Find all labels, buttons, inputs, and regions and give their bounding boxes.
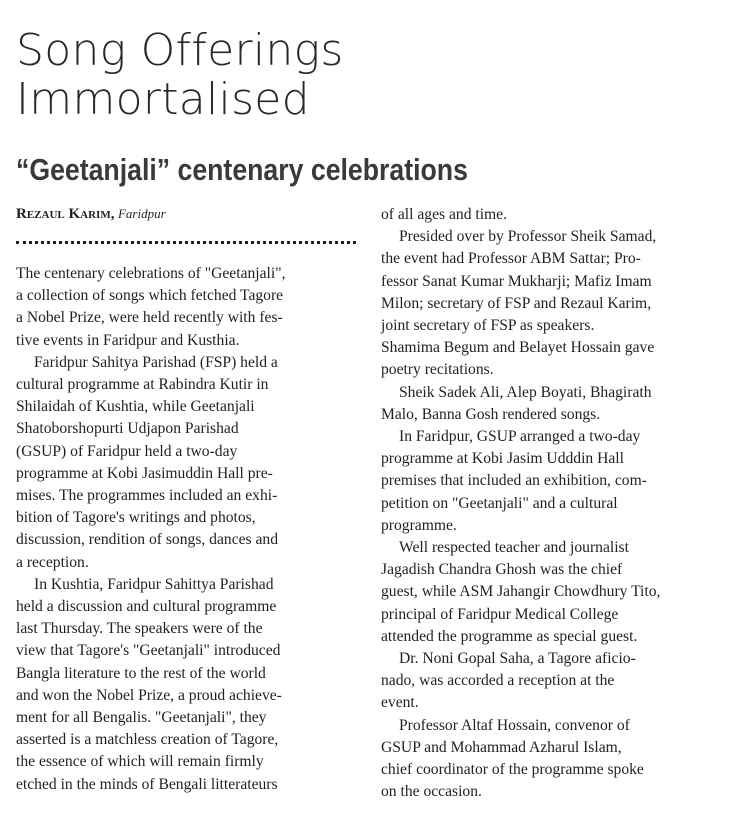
text-line: fessor Sanat Kumar Mukharji; Mafiz Imam [381, 272, 652, 290]
text-line: attended the programme as special guest. [381, 627, 638, 645]
text-line: Faridpur Sahitya Parishad (FSP) held a [34, 353, 278, 371]
text-line: Dr. Noni Gopal Saha, a Tagore aficio- [399, 650, 636, 668]
article-paragraph [381, 204, 723, 226]
text-line: Shatoborshopurti Udjapon Parishad [16, 420, 239, 438]
article-paragraph [16, 352, 355, 574]
article-paragraph [16, 574, 355, 796]
text-line: the event had Professor ABM Sattar; Pro- [381, 250, 641, 268]
byline [16, 206, 166, 223]
text-line: Sheik Sadek Ali, Alep Boyati, Bhagirath [399, 383, 652, 401]
headline-line-2: Immortalised [16, 74, 310, 125]
text-line: premises that included an exhibition, com- [381, 472, 647, 490]
article-paragraph [381, 382, 723, 426]
text-line: event. [381, 694, 419, 712]
headline [16, 26, 576, 124]
text-line: Jagadish Chandra Ghosh was the chief [381, 561, 623, 579]
byline-location: Faridpur [117, 206, 166, 221]
article-column-right [381, 204, 723, 803]
text-line: Malo, Banna Gosh rendered songs. [381, 405, 601, 423]
text-line: the essence of which will remain firmly [16, 753, 264, 771]
text-line: joint secretary of FSP as speakers. [381, 317, 595, 335]
dotted-divider [16, 241, 356, 244]
text-line: Presided over by Professor Sheik Samad, [399, 228, 657, 246]
text-line: last Thursday. The speakers were of the [16, 620, 263, 638]
article-paragraph [381, 537, 723, 648]
text-line: nado, was accorded a reception at the [381, 672, 615, 690]
text-line: a reception. [16, 553, 89, 571]
article-paragraph [381, 715, 723, 804]
byline-author: Rezaul Karim, [16, 206, 115, 222]
text-line: Bangla literature to the rest of the world [16, 664, 266, 682]
text-line: poetry recitations. [381, 361, 494, 379]
text-line: and won the Nobel Prize, a proud achieve- [16, 686, 282, 704]
article-paragraph [16, 263, 355, 352]
text-line: cultural programme at Rabindra Kutir in [16, 376, 269, 394]
article-paragraph [381, 426, 723, 537]
text-line: guest, while ASM Jahangir Chowdhury Tito, [381, 583, 661, 601]
text-line: programme at Kobi Jasimuddin Hall pre- [16, 464, 273, 482]
text-line: programme. [381, 516, 457, 534]
text-line: view that Tagore's "Geetanjali" introduced [16, 642, 281, 660]
article-paragraph [381, 648, 723, 715]
text-line: a collection of songs which fetched Tagore [16, 287, 284, 305]
text-line: Shilaidah of Kushtia, while Geetanjali [16, 398, 255, 416]
text-line: asserted is a matchless creation of Tagore, [16, 731, 279, 749]
text-line: In Faridpur, GSUP arranged a two-day [399, 428, 641, 446]
text-line: chief coordinator of the programme spoke [381, 761, 644, 779]
text-line: Milon; secretary of FSP and Rezaul Karim, [381, 294, 652, 312]
text-line: tive events in Faridpur and Kusthia. [16, 331, 240, 349]
text-line: (GSUP) of Faridpur held a two-day [16, 442, 238, 460]
text-line: Shamima Begum and Belayet Hossain gave [381, 339, 655, 357]
text-line: petition on "Geetanjali" and a cultural [381, 494, 618, 512]
text-line: In Kushtia, Faridpur Sahittya Parishad [34, 575, 274, 593]
text-line: The centenary celebrations of "Geetanjali", [16, 265, 286, 282]
text-line: on the occasion. [381, 783, 482, 801]
article-column-left [16, 263, 355, 796]
headline-line-1: Song Offerings [16, 25, 344, 76]
text-line: GSUP and Mohammad Azharul Islam, [381, 738, 622, 756]
text-line: held a discussion and cultural programme [16, 598, 277, 616]
text-line: Well respected teacher and journalist [399, 539, 629, 557]
article-paragraph [381, 226, 723, 381]
text-line: principal of Faridpur Medical College [381, 605, 619, 623]
text-line: programme at Kobi Jasim Udddin Hall [381, 450, 624, 468]
text-line: Professor Altaf Hossain, convenor of [399, 716, 630, 734]
text-line: of all ages and time. [381, 206, 508, 223]
text-line: mises. The programmes included an exhi- [16, 487, 278, 505]
text-line: discussion, rendition of songs, dances and [16, 531, 279, 549]
subheadline: “Geetanjali” centenary celebrations [16, 152, 468, 187]
text-line: a Nobel Prize, were held recently with fes- [16, 309, 283, 327]
text-line: bition of Tagore's writings and photos, [16, 509, 256, 527]
text-line: ment for all Bengalis. "Geetanjali", they [16, 709, 267, 727]
text-line: etched in the minds of Bengali litterateurs [16, 775, 278, 793]
